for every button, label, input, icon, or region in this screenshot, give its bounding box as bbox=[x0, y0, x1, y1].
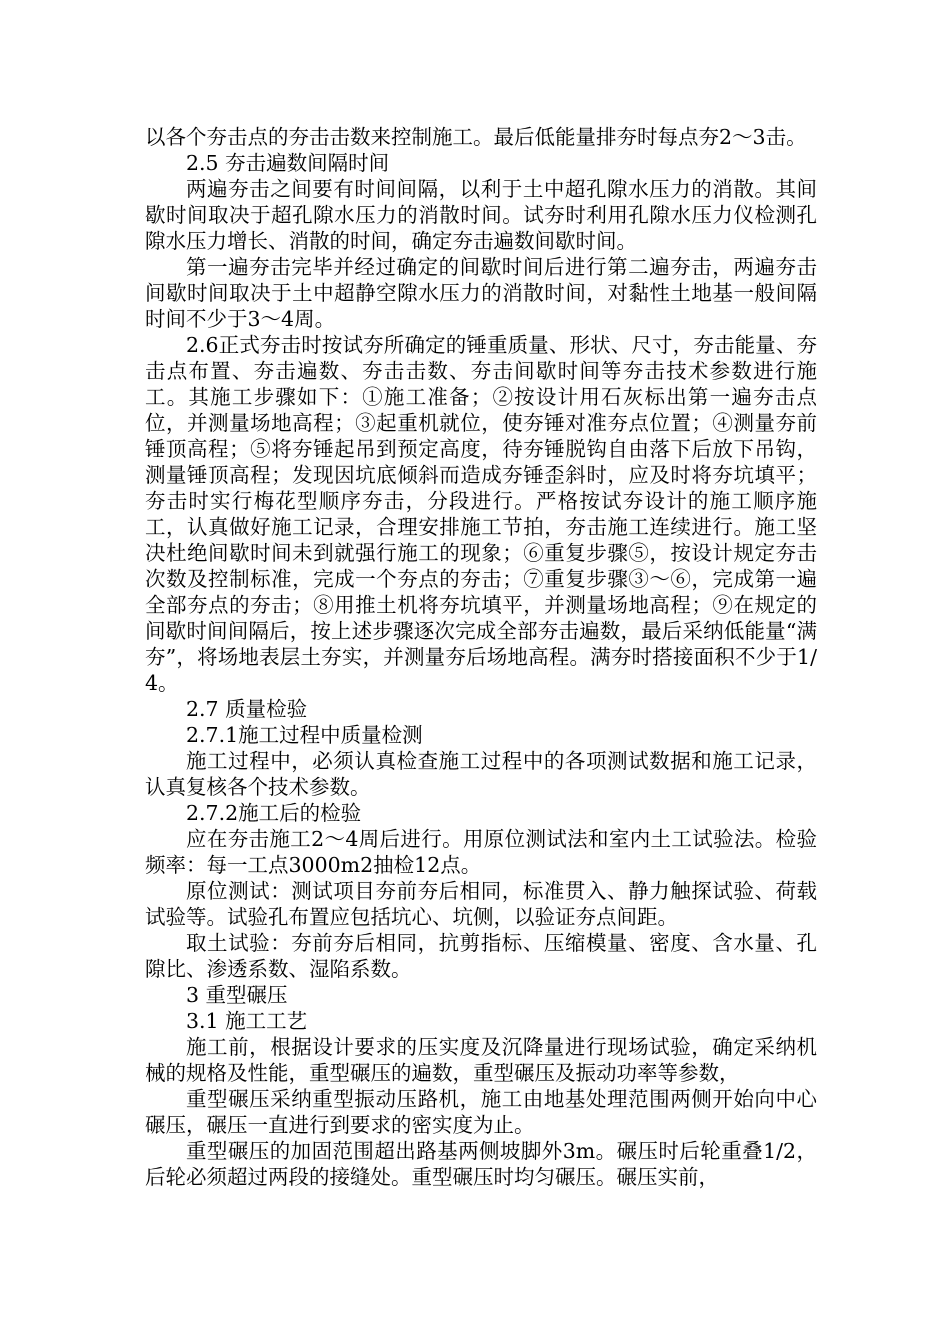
paragraph: 两遍夯击之间要有时间间隔，以利于土中超孔隙水压力的消散。其间歇时间取决于超孔隙水压力的消散时间。试夯时利用孔隙水压力仪检测孔隙水压力增长、消散的时间，确定夯击遍数间歇时间。 bbox=[145, 177, 817, 253]
paragraph: 施工前，根据设计要求的压实度及沉降量进行现场试验，确定采纳机械的规格及性能，重型碾压的遍数，重型碾压及振动功率等参数， bbox=[145, 1035, 817, 1085]
paragraph: 原位测试：测试项目夯前夯后相同，标准贯入、静力触探试验、荷载试验等。试验孔布置应包括坑心、坑侧，以验证夯点间距。 bbox=[145, 879, 817, 929]
heading-3-1: 3.1 施工工艺 bbox=[186, 1009, 308, 1033]
paragraph: 2.6正式夯击时按试夯所确定的锤重质量、形状、尺寸，夯击能量、夯击点布置、夯击遍数、夯击击数、夯击间歇时间等夯击技术参数进行施工。其施工步骤如下：①施工准备；②按设计用石灰标出第一遍夯击点位，并测量场地高程；③起重机就位，使夯锤对准夯点位置；④测量夯前锤顶高程；⑤将夯锤起吊到预定高度，待夯锤脱钩自由落下后放下吊钩，测量锤顶高程；发现因坑底倾斜而造成夯锤歪斜时，应及时将夯坑填平；夯击时实行梅花型顺序夯击，分段进行。严格按试夯设计的施工顺序施工，认真做好施工记录，合理安排施工节拍，夯击施工连续进行。施工坚决杜绝间歇时间未到就强行施工的现象；⑥重复步骤⑤，按设计规定夯击次数及控制标准，完成一个夯点的夯击；⑦重复步骤③～⑥，完成第一遍全部夯点的夯击；⑧用推土机将夯坑填平，并测量场地高程；⑨在规定的间歇时间间隔后，按上述步骤逐次完成全部夯击遍数，最后采纳低能量“满夯”，将场地表层土夯实，并测量夯后场地高程。满夯时搭接面积不少于1/4。 bbox=[145, 333, 817, 695]
heading-2-5: 2.5 夯击遍数间隔时间 bbox=[186, 151, 390, 175]
paragraph: 应在夯击施工2～4周后进行。用原位测试法和室内土工试验法。检验频率：每一工点3000m2抽检12点。 bbox=[145, 827, 817, 877]
paragraph: 施工过程中，必须认真检查施工过程中的各项测试数据和施工记录，认真复核各个技术参数。 bbox=[145, 749, 817, 799]
heading-3: 3 重型碾压 bbox=[186, 983, 288, 1007]
paragraph: 重型碾压采纳重型振动压路机，施工由地基处理范围两侧开始向中心碾压，碾压一直进行到要求的密实度为止。 bbox=[145, 1087, 817, 1137]
heading-2-7-1: 2.7.1施工过程中质量检测 bbox=[186, 723, 423, 747]
paragraph: 第一遍夯击完毕并经过确定的间歇时间后进行第二遍夯击，两遍夯击间歇时间取决于土中超静空隙水压力的消散时间，对黏性土地基一般间隔时间不少于3～4周。 bbox=[145, 255, 817, 331]
document-body bbox=[145, 124, 817, 1190]
heading-2-7: 2.7 质量检验 bbox=[186, 697, 308, 721]
paragraph: 取土试验：夯前夯后相同，抗剪指标、压缩模量、密度、含水量、孔隙比、渗透系数、湿陷系数。 bbox=[145, 931, 817, 981]
paragraph-continuation: 以各个夯击点的夯击击数来控制施工。最后低能量排夯时每点夯2～3击。 bbox=[145, 125, 807, 149]
paragraph: 重型碾压的加固范围超出路基两侧坡脚外3m。碾压时后轮重叠1/2，后轮必须超过两段的接缝处。重型碾压时均匀碾压。碾压实前， bbox=[145, 1139, 817, 1189]
heading-2-7-2: 2.7.2施工后的检验 bbox=[186, 801, 362, 825]
